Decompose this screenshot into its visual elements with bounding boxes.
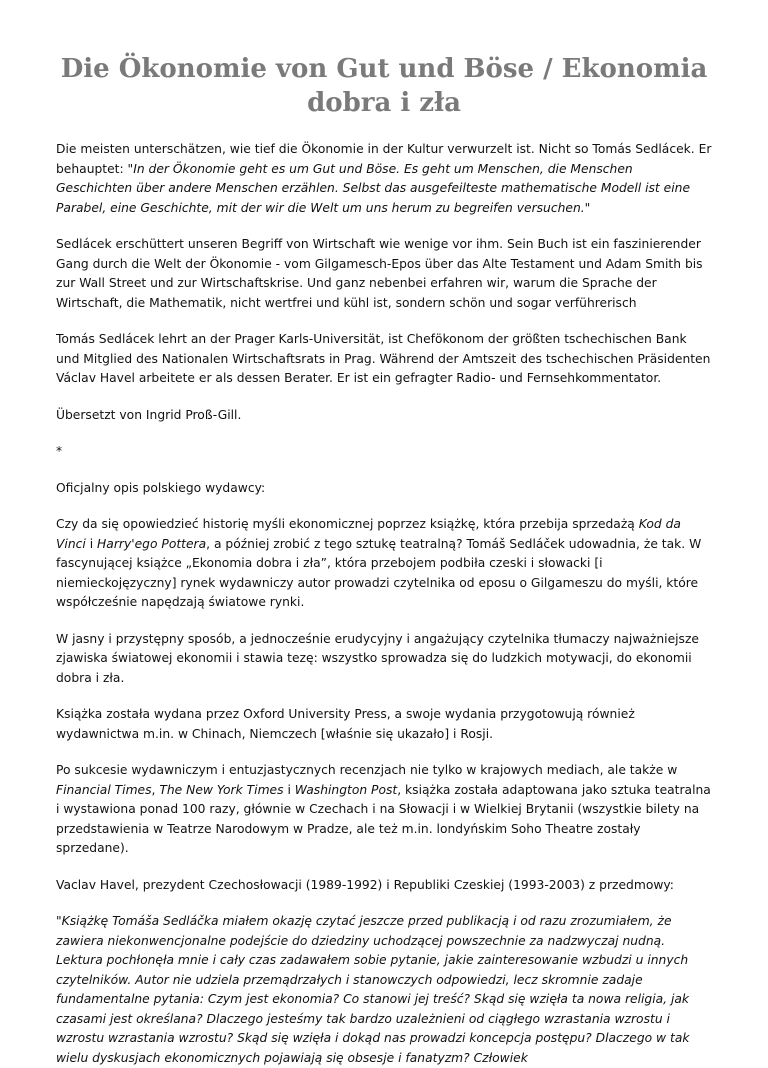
pl-p6-open: " <box>56 914 62 928</box>
translator-credit: Übersetzt von Ingrid Proß-Gill. <box>56 407 242 422</box>
pl-paragraph-5: Vaclav Havel, prezydent Czechosłowacji (1989-1992) i Republiki Czeskiej (1993-2003) z przedmowy: <box>56 877 674 892</box>
pl-paragraph-3: Książka została wydana przez Oxford University Press, a swoje wydania przygotowują również wydawnictwa m.in. w Chinach, Niemczech [właśnie się ukazało] i Rosji. <box>56 707 635 741</box>
pl-p6-quote: Książkę Tomáša Sedláčka miałem okazję czytać jeszcze przed publikacją i od razu zrozumiałem, że zawiera niekonwencjonalne podejście do dziedziny uchodzącej powszechnie za nadzwyczaj nudną. Lektura pochłonęła mnie i cały czas zadawałem sobie pytanie, jakie zainteresowanie wzbudzi u innych czytelników. Autor nie udziela przemądrzałych i stanowczych odpowiedzi, lecz skromnie zadaje fundamentalne pytania: Czym jest ekonomia? Co stanowi jej treść? Skąd się wzięła ta nowa religia, jak czasami jest określana? Dlaczego jesteśmy tak bardzo uzależnieni od ciągłego wzrastania wzrostu i wzrostu wzrastania wzrostu? Skąd się wzięła i dokąd nas prowadzi koncepcja postępu? Dlaczego w tak wielu dyskusjach ekonomicznych pojawiają się obsesje i fanatyzm? Człowiek <box>56 914 690 1065</box>
pl-p4-text-a: Po sukcesie wydawniczym i entuzjastycznych recenzjach nie tylko w krajowych mediach, ale także w <box>56 763 678 777</box>
pl-p1-text-c: , a później zrobić z tego sztukę teatralną? Tomáš Sedláček udowadnia, że tak. W fascynującej książce „Ekonomia dobra i zła”, która przebojem podbiła czeski i słowacki [i niemieckojęzyczny] rynek wydawniczy autor prowadzi czytelnika od eposu o Gilgameszu do myśli, które współcześnie napędzają światowe rynki. <box>56 536 702 609</box>
section-separator: * <box>56 444 63 458</box>
page-title: Die Ökonomie von Gut und Böse / Ekonomia dobra i zła <box>60 54 708 118</box>
pl-p1-text-a: Czy da się opowiedzieć historię myśli ekonomicznej poprzez książkę, która przebija sprzedażą <box>56 517 639 531</box>
pl-paragraph-2: W jasny i przystępny sposób, a jednocześnie erudycyjny i angażujący czytelnika tłumaczy najważniejsze zjawiska światowej ekonomii i stawia tezę: wszystko sprowadza się do ludzkich motywacji, do ekonomii dobra i zła. <box>56 631 699 685</box>
pl-paragraph-4 <box>56 761 712 859</box>
pl-paragraph-1 <box>56 515 712 613</box>
de-p1-quote: In der Ökonomie geht es um Gut und Böse. Es geht um Menschen, die Menschen Geschichten über andere Menschen erzählen. Selbst das ausgefeilteste mathematische Modell ist eine Parabel, eine Geschichte, mit der wir die Welt um uns herum zu begreifen versuchen. <box>56 161 691 215</box>
de-p1-text: Die meisten unterschätzen, wie tief die Ökonomie in der Kultur verwurzelt ist. Nicht so Tomás Sedlácek. Er behauptet: " <box>56 142 712 176</box>
pl-p4-nyt: The New York Times <box>159 782 284 797</box>
pl-paragraph-6 <box>56 912 712 1068</box>
pl-p4-ft: Financial Times <box>56 782 152 797</box>
pl-p4-text-d: , książka została adaptowana jako sztuka teatralna i wystawiona ponad 100 razy, głównie w Czechach i na Słowacji i w Wielkiej Brytanii (wszystkie bilety na przedstawienia w Teatrze Narodowym w Pradze, ale też m.in. londyńskim Soho Theatre zostały sprzedane). <box>56 782 711 855</box>
pl-intro: Oficjalny opis polskiego wydawcy: <box>56 480 266 495</box>
de-paragraph-3: Tomás Sedlácek lehrt an der Prager Karls-Universität, ist Chefökonom der größten tschechischen Bank und Mitglied des Nationalen Wirtschaftsrats in Prag. Während der Amtszeit des tschechischen Präsidenten Václav Havel arbeitete er als dessen Berater. Er ist ein gefragter Radio- und Fernsehkommentator. <box>56 332 711 385</box>
de-p1-close: " <box>584 200 591 215</box>
pl-p1-title-davinci: Kod da Vinci <box>56 517 681 551</box>
pl-p4-text-c: i <box>283 782 295 797</box>
pl-p4-text-b: , <box>151 782 160 797</box>
pl-p1-title-potter: Harry'ego Pottera <box>97 536 207 551</box>
pl-p4-wapo: Washington Post <box>294 782 398 797</box>
pl-p1-text-b: i <box>85 536 98 551</box>
de-paragraph-2: Sedlácek erschüttert unseren Begriff von Wirtschaft wie wenige vor ihm. Sein Buch ist ein faszinierender Gang durch die Welt der Ökonomie - vom Gilgamesch-Epos über das Alte Testament und Adam Smith bis zur Wall Street und zur Wirtschaftskrise. Und ganz nebenbei erfahren wir, warum die Sprache der Wirtschaft, die Mathematik, nicht wertfrei und kühl ist, sondern schön und sogar verführerisch <box>56 237 703 310</box>
de-paragraph-1 <box>56 140 712 218</box>
